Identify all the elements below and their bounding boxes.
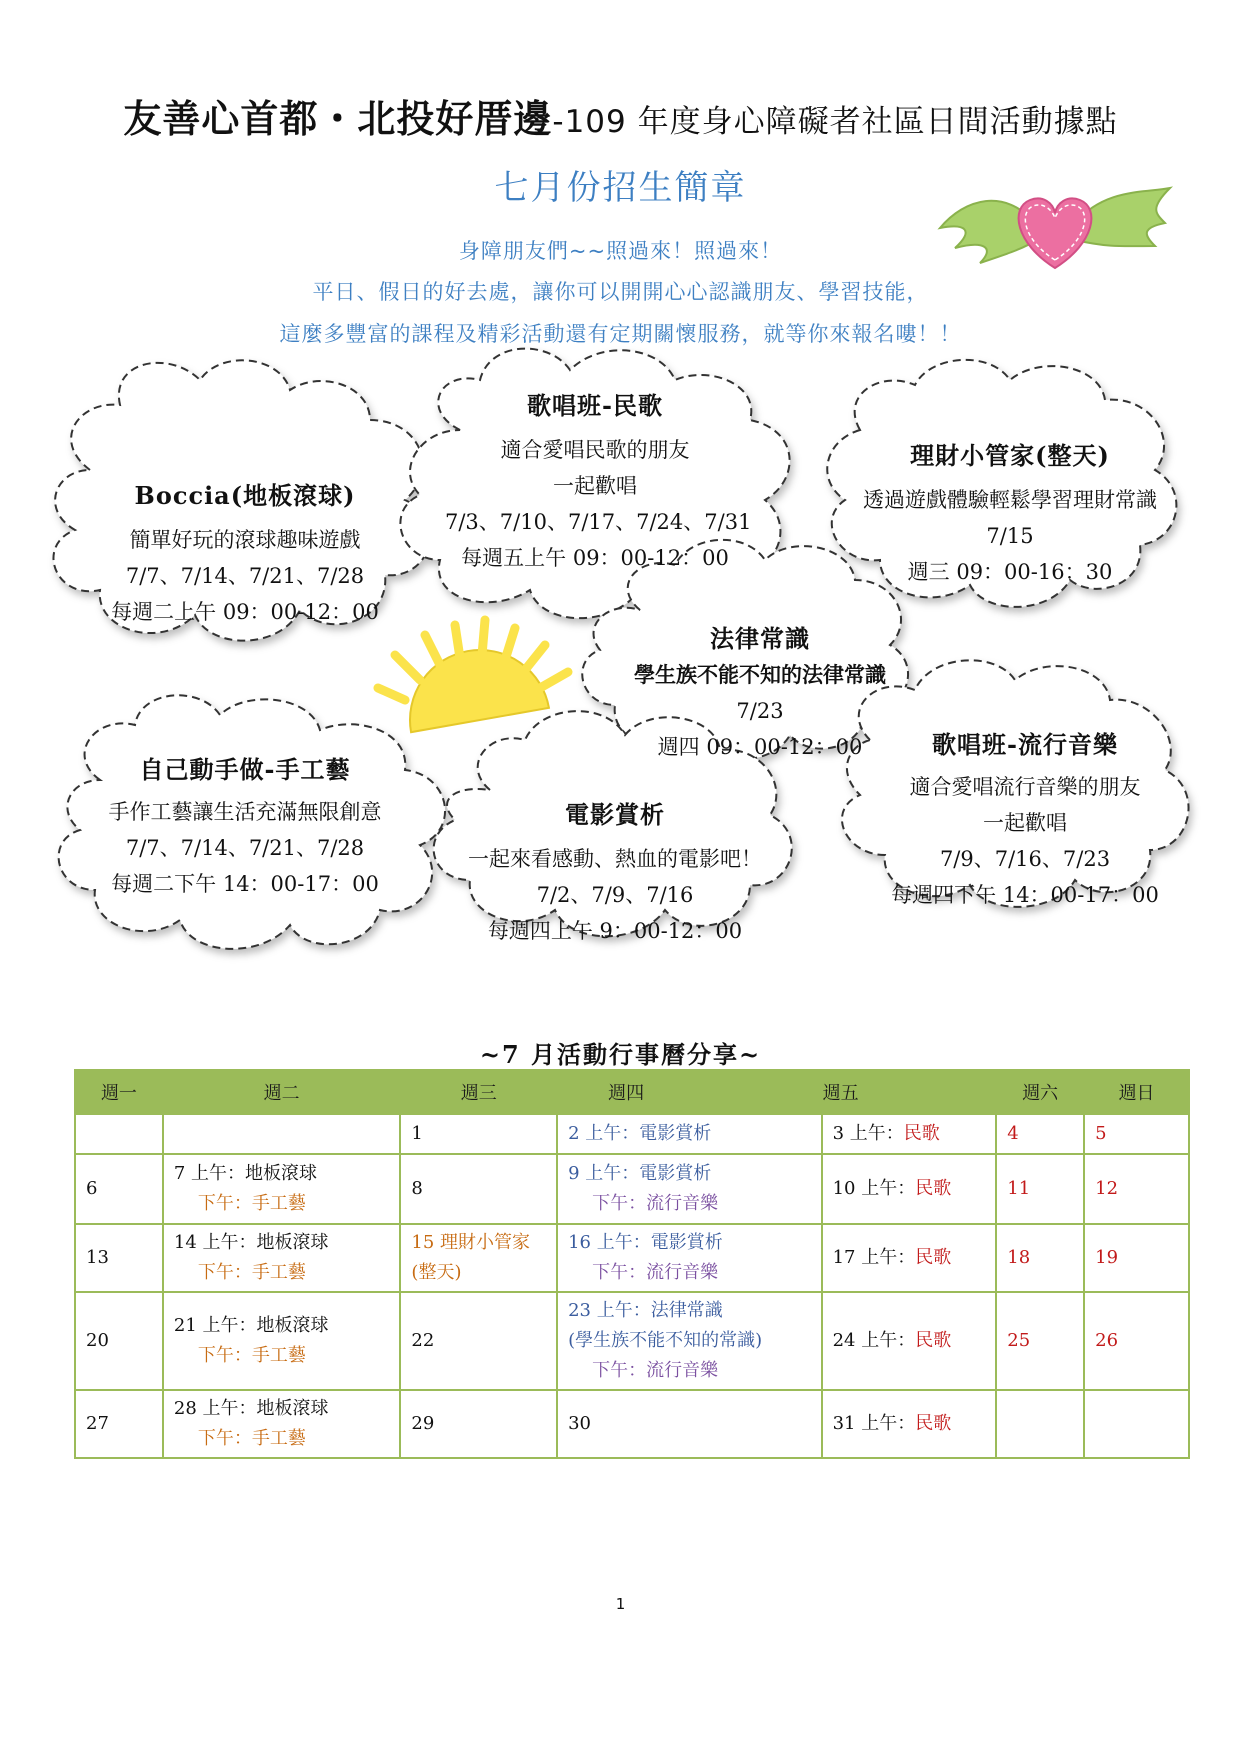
class-law-date: 7/23 [736,699,784,723]
table-row [75,1292,1189,1390]
weekday-sun: 週日 [1084,1070,1189,1114]
cell-tue [163,1390,401,1458]
sun-icon [378,620,568,732]
cell-sun [1084,1292,1189,1390]
class-pop [875,727,1175,913]
cell-sat [996,1154,1084,1224]
wed-event: 22 [411,1330,435,1351]
class-pop-desc2: 一起歡唱 [983,811,1067,835]
tue-pm-event: 下午：手工藝 [197,1262,306,1283]
class-movie-desc: 一起來看感動、熱血的電影吧！ [468,847,762,871]
page-subtitle: 七月份招生簡章 [494,168,747,208]
day-number: 19 [1095,1247,1119,1268]
cell-sun [1084,1390,1189,1458]
cell-sat [996,1390,1084,1458]
cell-thu [557,1224,821,1292]
thu-am-event: 23 上午：法律常識 [568,1300,723,1321]
day-number: 6 [86,1178,98,1199]
fri-date: 3 上午： [832,1123,904,1144]
class-craft-dates: 7/7、7/14、7/21、7/28 [125,836,365,860]
fri-event: 民歌 [903,1123,940,1144]
thu-am-event: 2 上午：電影賞析 [568,1123,712,1144]
fri-date: 31 上午： [832,1413,916,1434]
fri-event: 民歌 [915,1330,952,1351]
cell-tue [163,1224,401,1292]
class-folk-time: 每週五上午 09：00-12：00 [461,546,729,570]
thu-am-event: 30 [568,1413,592,1434]
thu-am-event: 9 上午：電影賞析 [568,1163,712,1184]
tue-am-event: 21 上午：地板滾球 [173,1315,329,1336]
cell-wed [400,1390,557,1458]
class-law-title: 法律常識 [710,624,810,653]
cell-sun [1084,1224,1189,1292]
cell-thu [557,1114,821,1154]
wed-event-extra: (整天) [411,1262,462,1283]
page-title-sub: -109 年度身心障礙者社區日間活動據點 [552,104,1118,140]
class-boccia-time: 每週二上午 09：00-12：00 [111,600,379,624]
day-number: 11 [1007,1178,1031,1199]
class-law [610,621,910,765]
cell-sun [1084,1154,1189,1224]
cell-sat [996,1114,1084,1154]
tue-pm-event: 下午：手工藝 [197,1428,306,1449]
cell-wed [400,1114,557,1154]
day-number: 25 [1007,1330,1031,1351]
table-row [75,1224,1189,1292]
class-pop-title: 歌唱班-流行音樂 [932,730,1118,759]
weekday-fri: 週五 [822,1070,997,1114]
fri-event: 民歌 [915,1178,952,1199]
cell-fri [822,1390,997,1458]
class-law-subtitle: 學生族不能不知的法律常識 [634,662,886,687]
thu-event-extra: (學生族不能不知的常識) [568,1330,763,1351]
class-boccia-desc: 簡單好玩的滾球趣味遊戲 [129,528,361,552]
cell-tue [163,1114,401,1154]
calendar-heading: ~7 月活動行事曆分享~ [479,1040,762,1069]
fri-date: 24 上午： [832,1330,916,1351]
day-number: 13 [86,1247,109,1268]
tue-pm-event: 下午：手工藝 [197,1345,306,1366]
cell-fri [822,1154,997,1224]
cell-wed [400,1224,557,1292]
cell-fri [822,1224,997,1292]
thu-pm-event: 下午：流行音樂 [592,1193,719,1214]
class-boccia-title: Boccia(地板滾球) [134,481,356,510]
class-craft [95,752,395,902]
day-number: 26 [1095,1330,1119,1351]
thu-am-event: 16 上午：電影賞析 [568,1232,723,1253]
class-finance [845,438,1175,590]
day-number: 4 [1007,1123,1019,1144]
table-row [75,1390,1189,1458]
class-movie-time: 每週四上午 9：00-12：00 [487,919,743,943]
cell-wed [400,1292,557,1390]
fri-date: 10 上午： [832,1178,916,1199]
cell-thu [557,1292,821,1390]
day-number: 12 [1095,1178,1119,1199]
cell-fri [822,1292,997,1390]
weekday-thu: 週四 [557,1070,821,1114]
class-folk-dates: 7/3、7/10、7/17、7/24、7/31 [445,510,752,534]
class-folk-desc2: 一起歡唱 [553,474,637,498]
cell-thu [557,1154,821,1224]
weekday-sat: 週六 [996,1070,1084,1114]
table-row [75,1154,1189,1224]
cell-wed [400,1154,557,1224]
day-number: 18 [1007,1247,1031,1268]
class-movie-dates: 7/2、7/9、7/16 [536,883,694,907]
class-pop-dates: 7/9、7/16、7/23 [939,847,1111,871]
calendar-header-row [75,1070,1189,1114]
page-number: 1 [615,1595,626,1613]
tue-am-event: 14 上午：地板滾球 [173,1232,329,1253]
class-boccia-dates: 7/7、7/14、7/21、7/28 [125,564,365,588]
class-craft-desc: 手作工藝讓生活充滿無限創意 [108,800,382,824]
class-boccia [95,478,395,630]
class-folk-title: 歌唱班-民歌 [527,391,663,420]
class-movie [465,797,765,949]
cell-mon [75,1292,163,1390]
slogan-line-1: 身障朋友們~~照過來！照過來！ [458,239,783,263]
class-craft-time: 每週二下午 14：00-17：00 [111,872,379,896]
class-finance-title: 理財小管家(整天) [910,441,1110,470]
cell-fri [822,1114,997,1154]
class-finance-date: 7/15 [986,524,1034,548]
day-number: 27 [86,1413,109,1434]
cell-mon [75,1114,163,1154]
slogan-line-2: 平日、假日的好去處，讓你可以開開心心認識朋友、學習技能， [312,280,929,304]
class-folk-desc: 適合愛唱民歌的朋友 [500,438,690,462]
day-number: 20 [86,1330,109,1351]
weekday-mon: 週一 [75,1070,163,1114]
cell-mon [75,1154,163,1224]
thu-pm-event: 下午：流行音樂 [592,1360,719,1381]
wed-event: 29 [411,1413,435,1434]
class-finance-desc: 透過遊戲體驗輕鬆學習理財常識 [863,488,1157,512]
class-folk [445,388,752,576]
thu-pm-event: 下午：流行音樂 [592,1262,719,1283]
class-pop-time: 每週四下午 14：00-17：00 [891,883,1159,907]
wed-event: 1 [411,1123,423,1144]
cell-thu [557,1390,821,1458]
slogan-line-3: 這麼多豐富的課程及精彩活動還有定期關懷服務，就等你來報名嘍！！ [279,322,962,346]
class-craft-title: 自己動手做-手工藝 [139,755,351,784]
class-finance-time: 週三 09：00-16：30 [907,560,1113,584]
fri-event: 民歌 [915,1247,952,1268]
tue-am-event: 28 上午：地板滾球 [173,1398,329,1419]
class-pop-desc: 適合愛唱流行音樂的朋友 [909,775,1141,799]
calendar-table [74,1069,1190,1459]
cell-tue [163,1292,401,1390]
table-row [75,1114,1189,1154]
cell-mon [75,1390,163,1458]
cell-mon [75,1224,163,1292]
page-title: 友善心首都・北投好厝邊-109 年度身心障礙者社區日間活動據點 [123,97,1118,141]
fri-event: 民歌 [915,1413,952,1434]
day-number: 5 [1095,1123,1107,1144]
weekday-wed: 週三 [400,1070,557,1114]
class-movie-title: 電影賞析 [565,800,665,829]
weekday-tue: 週二 [163,1070,401,1114]
cell-sun [1084,1114,1189,1154]
wed-event: 15 理財小管家 [411,1232,531,1253]
class-law-time: 週四 09：00-12：00 [657,735,863,759]
wed-event: 8 [411,1178,423,1199]
cell-sat [996,1224,1084,1292]
tue-am-event: 7 上午：地板滾球 [173,1163,318,1184]
tue-pm-event: 下午：手工藝 [197,1193,306,1214]
cell-sat [996,1292,1084,1390]
cell-tue [163,1154,401,1224]
fri-date: 17 上午： [832,1247,916,1268]
